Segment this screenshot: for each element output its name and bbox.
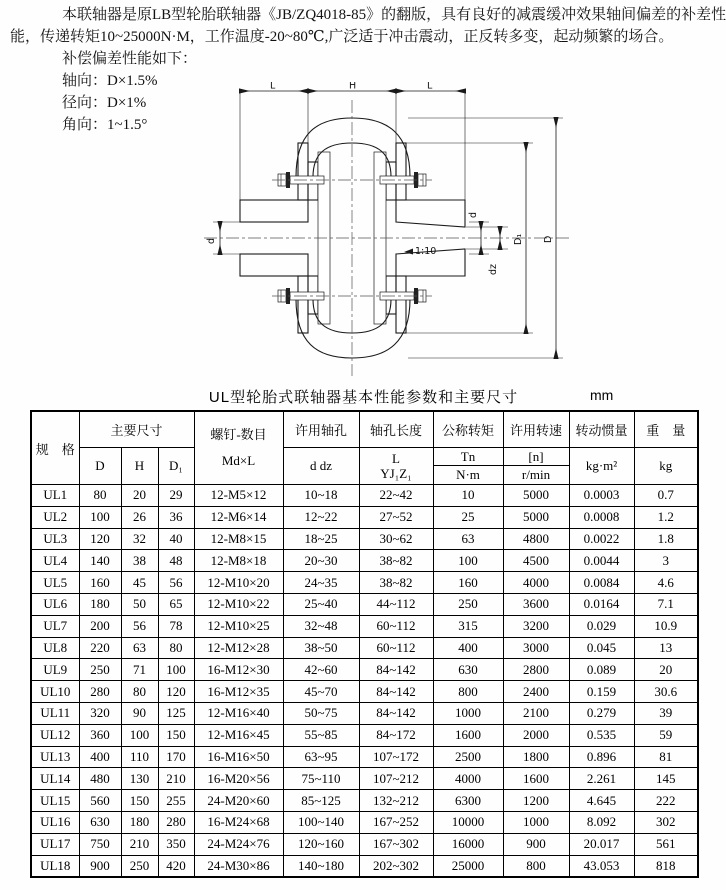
value-cell: 85~125	[283, 790, 359, 812]
table-row	[31, 593, 698, 615]
value-cell: 4.6	[634, 572, 698, 594]
table-row	[31, 833, 698, 855]
tire-section-top	[296, 118, 410, 177]
dim-label-d-left: d	[206, 237, 217, 244]
value-cell: 40	[158, 528, 194, 550]
table-row	[31, 724, 698, 746]
spec-cell: UL15	[31, 790, 79, 812]
table-unit: mm	[590, 387, 614, 403]
value-cell: 120	[79, 528, 121, 550]
value-cell: 29	[158, 485, 194, 507]
value-cell: 50~75	[283, 702, 359, 724]
value-cell: 400	[79, 746, 121, 768]
value-cell: 250	[433, 593, 503, 615]
value-cell: 255	[158, 790, 194, 812]
value-cell: 12~22	[283, 506, 359, 528]
value-cell: 140	[79, 550, 121, 572]
value-cell: 25	[433, 506, 503, 528]
col-spec: 规 格	[31, 411, 79, 485]
value-cell: 42~60	[283, 659, 359, 681]
value-cell: 280	[79, 681, 121, 703]
compensation-heading: 补偿偏差性能如下：	[62, 51, 198, 67]
table-row	[31, 550, 698, 572]
value-cell: 1600	[503, 768, 569, 790]
bore-length-L: L	[392, 451, 400, 466]
value-cell: 120~160	[283, 833, 359, 855]
col-main-dims: 主要尺寸	[79, 411, 194, 448]
value-cell: 12-M12×28	[194, 637, 283, 659]
value-cell: 22~42	[359, 485, 433, 507]
value-cell: 80	[79, 485, 121, 507]
col-bore-length: 轴孔长度	[359, 411, 433, 448]
value-cell: 24~35	[283, 572, 359, 594]
value-cell: 26	[121, 506, 158, 528]
value-cell: 200	[79, 615, 121, 637]
value-cell: 6300	[433, 790, 503, 812]
value-cell: 10000	[433, 811, 503, 833]
value-cell: 10~18	[283, 485, 359, 507]
value-cell: 1800	[503, 746, 569, 768]
value-cell: 180	[79, 593, 121, 615]
value-cell: 12-M8×18	[194, 550, 283, 572]
value-cell: 302	[634, 811, 698, 833]
value-cell: 100	[433, 550, 503, 572]
value-cell: 27~52	[359, 506, 433, 528]
value-cell: 210	[158, 768, 194, 790]
value-cell: 100~140	[283, 811, 359, 833]
weight-unit: kg	[634, 448, 698, 485]
value-cell: 59	[634, 724, 698, 746]
value-cell: 1000	[503, 811, 569, 833]
value-cell: 24-M24×76	[194, 833, 283, 855]
value-cell: 0.089	[569, 659, 634, 681]
value-cell: 3000	[503, 637, 569, 659]
value-cell: 16-M12×35	[194, 681, 283, 703]
taper-label: 1:10	[415, 246, 437, 257]
axial-spec: 轴向：D×1.5%	[62, 73, 158, 89]
spec-cell: UL17	[31, 833, 79, 855]
value-cell: 280	[158, 811, 194, 833]
value-cell: 0.029	[569, 615, 634, 637]
value-cell: 8.092	[569, 811, 634, 833]
table-title: UL型轮胎式联轴器基本性能参数和主要尺寸	[208, 389, 519, 406]
left-hub-top	[240, 200, 308, 222]
value-cell: 2500	[433, 746, 503, 768]
spec-cell: UL7	[31, 615, 79, 637]
tire-section-bottom	[296, 299, 410, 358]
spec-cell: UL11	[31, 702, 79, 724]
value-cell: 75~110	[283, 768, 359, 790]
value-cell: 2000	[503, 724, 569, 746]
table-row	[31, 855, 698, 877]
col-bore-allow-sub: d dz	[283, 448, 359, 485]
value-cell: 84~142	[359, 681, 433, 703]
value-cell: 130	[121, 768, 158, 790]
table-row	[31, 572, 698, 594]
value-cell: 0.535	[569, 724, 634, 746]
value-cell: 0.045	[569, 637, 634, 659]
value-cell: 0.0084	[569, 572, 634, 594]
spec-cell: UL8	[31, 637, 79, 659]
value-cell: 38~82	[359, 550, 433, 572]
value-cell: 16000	[433, 833, 503, 855]
value-cell: 12-M10×22	[194, 593, 283, 615]
value-cell: 65	[158, 593, 194, 615]
value-cell: 125	[158, 702, 194, 724]
table-row	[31, 485, 698, 507]
value-cell: 63	[433, 528, 503, 550]
inertia-unit: kg·m²	[569, 448, 634, 485]
value-cell: 150	[121, 790, 158, 812]
value-cell: 0.0022	[569, 528, 634, 550]
value-cell: 38	[121, 550, 158, 572]
spec-cell: UL4	[31, 550, 79, 572]
spec-cell: UL1	[31, 485, 79, 507]
torque-unit: N·m	[433, 466, 503, 485]
value-cell: 4.645	[569, 790, 634, 812]
value-cell: 560	[79, 790, 121, 812]
value-cell: 750	[79, 833, 121, 855]
value-cell: 145	[634, 768, 698, 790]
dim-label-dz: dz	[488, 263, 499, 275]
col-weight: 重 量	[634, 411, 698, 448]
value-cell: 1000	[433, 702, 503, 724]
spec-cell: UL3	[31, 528, 79, 550]
value-cell: 20.017	[569, 833, 634, 855]
value-cell: 3600	[503, 593, 569, 615]
value-cell: 220	[79, 637, 121, 659]
screw-spec-label: Md×L	[221, 453, 256, 468]
col-inertia: 转动惯量	[569, 411, 634, 448]
radial-spec: 径向：D×1%	[62, 95, 147, 111]
screw-count-label: 螺钉-数目	[210, 427, 267, 442]
value-cell: 110	[121, 746, 158, 768]
value-cell: 48	[158, 550, 194, 572]
value-cell: 250	[79, 659, 121, 681]
value-cell: 120	[158, 681, 194, 703]
value-cell: 60~112	[359, 615, 433, 637]
value-cell: 12-M16×45	[194, 724, 283, 746]
value-cell: 84~142	[359, 659, 433, 681]
coupling-section-drawing	[198, 82, 588, 382]
col-D: D	[79, 448, 121, 485]
col-bore-length-sub	[359, 448, 433, 485]
value-cell: 2100	[503, 702, 569, 724]
spec-cell: UL14	[31, 768, 79, 790]
value-cell: 63~95	[283, 746, 359, 768]
value-cell: 100	[158, 659, 194, 681]
table-caption	[30, 386, 697, 407]
col-screw	[194, 411, 283, 485]
value-cell: 900	[503, 833, 569, 855]
table-row	[31, 506, 698, 528]
left-hub-bottom	[240, 254, 308, 276]
table-row	[31, 746, 698, 768]
value-cell: 160	[433, 572, 503, 594]
value-cell: 160	[79, 572, 121, 594]
value-cell: 30~62	[359, 528, 433, 550]
dim-label-D: D	[543, 235, 554, 243]
value-cell: 0.0008	[569, 506, 634, 528]
value-cell: 100	[121, 724, 158, 746]
value-cell: 25~40	[283, 593, 359, 615]
value-cell: 250	[121, 855, 158, 877]
value-cell: 210	[121, 833, 158, 855]
value-cell: 78	[158, 615, 194, 637]
spec-cell: UL18	[31, 855, 79, 877]
col-speed: 许用转速	[503, 411, 569, 448]
value-cell: 0.0164	[569, 593, 634, 615]
value-cell: 71	[121, 659, 158, 681]
table-row	[31, 681, 698, 703]
value-cell: 800	[433, 681, 503, 703]
dim-label-L-right: L	[427, 82, 433, 92]
value-cell: 32	[121, 528, 158, 550]
value-cell: 16-M16×50	[194, 746, 283, 768]
value-cell: 16-M12×30	[194, 659, 283, 681]
right-flange-top	[396, 143, 406, 200]
bore-length-types: YJ₁Z₁	[380, 466, 412, 481]
value-cell: 0.7	[634, 485, 698, 507]
spec-cell: UL2	[31, 506, 79, 528]
value-cell: 4000	[503, 572, 569, 594]
value-cell: 0.279	[569, 702, 634, 724]
dim-label-d-right: d	[468, 211, 479, 218]
value-cell: 420	[158, 855, 194, 877]
value-cell: 0.896	[569, 746, 634, 768]
value-cell: 222	[634, 790, 698, 812]
col-H: H	[121, 448, 158, 485]
value-cell: 630	[433, 659, 503, 681]
value-cell: 180	[121, 811, 158, 833]
value-cell: 132~212	[359, 790, 433, 812]
value-cell: 63	[121, 637, 158, 659]
table-row	[31, 637, 698, 659]
spec-cell: UL6	[31, 593, 79, 615]
value-cell: 39	[634, 702, 698, 724]
parameters-table	[30, 410, 699, 878]
value-cell: 360	[79, 724, 121, 746]
right-hub-top	[396, 200, 465, 227]
spec-cell: UL16	[31, 811, 79, 833]
value-cell: 30.6	[634, 681, 698, 703]
table-row	[31, 615, 698, 637]
value-cell: 10.9	[634, 615, 698, 637]
value-cell: 4500	[503, 550, 569, 572]
value-cell: 36	[158, 506, 194, 528]
value-cell: 55~85	[283, 724, 359, 746]
value-cell: 900	[79, 855, 121, 877]
value-cell: 1.2	[634, 506, 698, 528]
value-cell: 315	[433, 615, 503, 637]
value-cell: 1600	[433, 724, 503, 746]
value-cell: 5000	[503, 506, 569, 528]
value-cell: 2.261	[569, 768, 634, 790]
value-cell: 100	[79, 506, 121, 528]
spec-cell: UL9	[31, 659, 79, 681]
value-cell: 38~82	[359, 572, 433, 594]
value-cell: 56	[158, 572, 194, 594]
value-cell: 167~302	[359, 833, 433, 855]
value-cell: 4000	[433, 768, 503, 790]
speed-unit: r/min	[503, 466, 569, 485]
value-cell: 43.053	[569, 855, 634, 877]
value-cell: 20	[121, 485, 158, 507]
value-cell: 1.8	[634, 528, 698, 550]
value-cell: 0.159	[569, 681, 634, 703]
value-cell: 350	[158, 833, 194, 855]
col-bore-allow: 许用轴孔	[283, 411, 359, 448]
right-flange-bottom	[396, 276, 406, 333]
value-cell: 202~302	[359, 855, 433, 877]
value-cell: 818	[634, 855, 698, 877]
spec-cell: UL13	[31, 746, 79, 768]
col-torque: 公称转矩	[433, 411, 503, 448]
value-cell: 630	[79, 811, 121, 833]
value-cell: 12-M8×15	[194, 528, 283, 550]
value-cell: 480	[79, 768, 121, 790]
value-cell: 80	[158, 637, 194, 659]
value-cell: 10	[433, 485, 503, 507]
value-cell: 45~70	[283, 681, 359, 703]
value-cell: 80	[121, 681, 158, 703]
value-cell: 2400	[503, 681, 569, 703]
value-cell: 3	[634, 550, 698, 572]
table-body	[31, 485, 698, 877]
value-cell: 13	[634, 637, 698, 659]
spec-cell: UL5	[31, 572, 79, 594]
value-cell: 7.1	[634, 593, 698, 615]
value-cell: 150	[158, 724, 194, 746]
value-cell: 3200	[503, 615, 569, 637]
speed-symbol: [n]	[503, 448, 569, 466]
dim-label-L-left: L	[270, 82, 276, 92]
value-cell: 16-M24×68	[194, 811, 283, 833]
value-cell: 24-M30×86	[194, 855, 283, 877]
value-cell: 44~112	[359, 593, 433, 615]
value-cell: 0.0003	[569, 485, 634, 507]
value-cell: 12-M10×20	[194, 572, 283, 594]
spec-cell: UL12	[31, 724, 79, 746]
value-cell: 32~48	[283, 615, 359, 637]
value-cell: 90	[121, 702, 158, 724]
value-cell: 12-M10×25	[194, 615, 283, 637]
table-row	[31, 659, 698, 681]
value-cell: 81	[634, 746, 698, 768]
value-cell: 45	[121, 572, 158, 594]
value-cell: 18~25	[283, 528, 359, 550]
value-cell: 107~212	[359, 768, 433, 790]
spec-cell: UL10	[31, 681, 79, 703]
value-cell: 24-M20×60	[194, 790, 283, 812]
value-cell: 38~50	[283, 637, 359, 659]
table-row	[31, 811, 698, 833]
value-cell: 170	[158, 746, 194, 768]
intro-line-2: 能，传递转矩10~25000N·M，工作温度-20~80℃,广泛适于冲击震动，正反转多变，起动频繁的场合。	[10, 29, 674, 45]
value-cell: 12-M6×14	[194, 506, 283, 528]
value-cell: 320	[79, 702, 121, 724]
value-cell: 56	[121, 615, 158, 637]
table-row	[31, 790, 698, 812]
value-cell: 12-M5×12	[194, 485, 283, 507]
table-row	[31, 768, 698, 790]
value-cell: 2800	[503, 659, 569, 681]
value-cell: 20	[634, 659, 698, 681]
value-cell: 0.0044	[569, 550, 634, 572]
angular-spec: 角向：1~1.5°	[62, 117, 148, 133]
value-cell: 561	[634, 833, 698, 855]
value-cell: 140~180	[283, 855, 359, 877]
value-cell: 50	[121, 593, 158, 615]
value-cell: 5000	[503, 485, 569, 507]
torque-symbol: Tn	[433, 448, 503, 466]
value-cell: 107~172	[359, 746, 433, 768]
value-cell: 20~30	[283, 550, 359, 572]
value-cell: 4800	[503, 528, 569, 550]
col-D1: D₁	[158, 448, 194, 485]
value-cell: 1200	[503, 790, 569, 812]
value-cell: 16-M20×56	[194, 768, 283, 790]
value-cell: 400	[433, 637, 503, 659]
value-cell: 167~252	[359, 811, 433, 833]
dim-label-H: H	[349, 82, 357, 92]
value-cell: 800	[503, 855, 569, 877]
value-cell: 12-M16×40	[194, 702, 283, 724]
value-cell: 25000	[433, 855, 503, 877]
intro-line-1: 本联轴器是原LB型轮胎联轴器《JB/ZQ4018-85》的翻版，具有良好的减震缓冲效果轴间偏差的补差性	[62, 7, 726, 23]
table-row	[31, 702, 698, 724]
table-row	[31, 528, 698, 550]
value-cell: 84~172	[359, 724, 433, 746]
value-cell: 60~112	[359, 637, 433, 659]
value-cell: 84~142	[359, 702, 433, 724]
dim-label-D1: D₁	[513, 233, 524, 245]
